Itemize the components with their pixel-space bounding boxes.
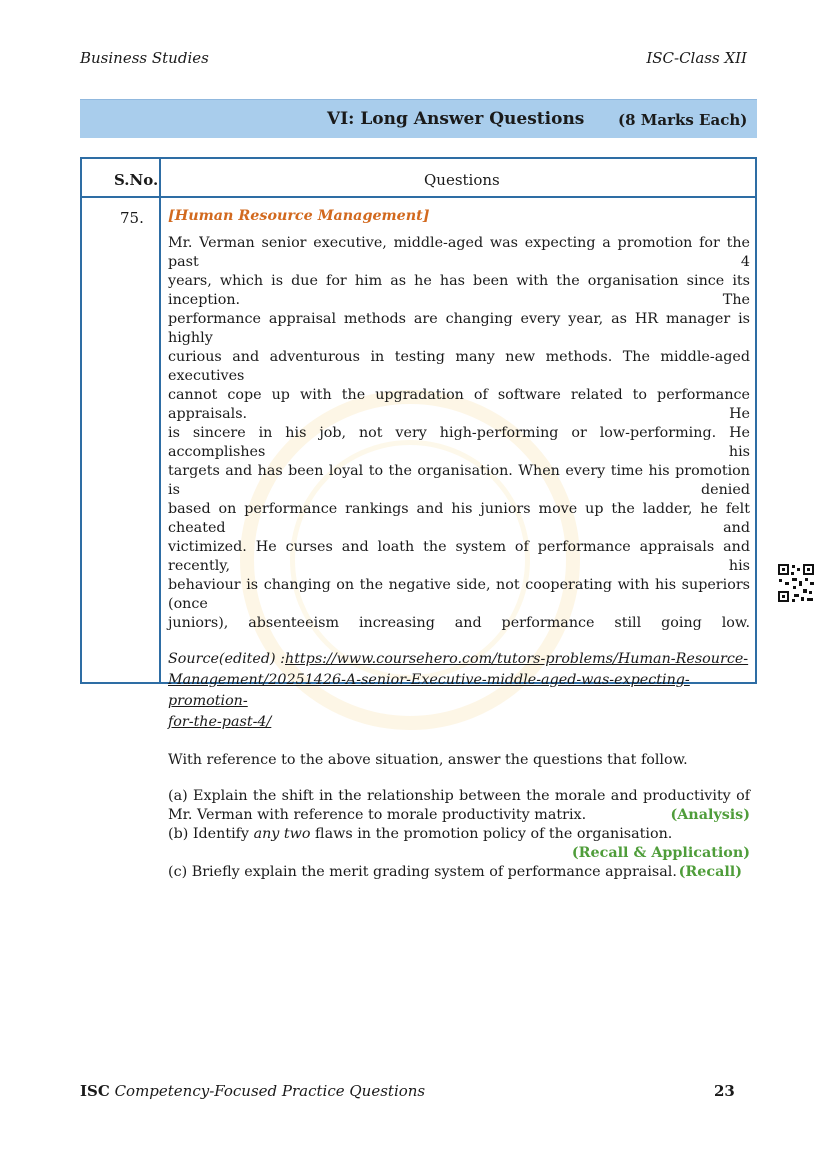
sub-question-a-line2-row bbox=[168, 806, 750, 825]
sub-question-b-post: flaws in the promotion policy of the organisation. bbox=[310, 826, 673, 842]
case-line: curious and adventurous in testing many new methods. The middle-aged executives bbox=[168, 349, 750, 384]
source-link-part: https://www.coursehero.com/tutors-problems/Human-Resource- bbox=[284, 651, 749, 667]
sub-question-a-line2: Mr. Verman with reference to morale productivity matrix. bbox=[168, 807, 587, 823]
sub-question-c-text: (c) Briefly explain the merit grading system of performance appraisal. bbox=[168, 864, 677, 880]
case-line: targets and has been loyal to the organisation. When every time his promotion is denied bbox=[168, 463, 750, 498]
tag-recall-application: (Recall & Application) bbox=[571, 845, 750, 861]
question-content bbox=[168, 207, 750, 882]
case-line: cannot cope up with the upgradation of software related to performance appraisals. He bbox=[168, 387, 750, 422]
footer-title bbox=[80, 1082, 425, 1100]
source-link-part: Management/20251426-A-senior-Executive-middle-aged-was-expecting-promotion- bbox=[168, 672, 690, 709]
section-banner bbox=[80, 99, 757, 138]
case-line: juniors), absenteeism increasing and performance still going low. bbox=[168, 615, 750, 631]
case-line: years, which is due for him as he has been with the organisation since its inception. The bbox=[168, 273, 750, 308]
header-class: ISC-Class XII bbox=[646, 49, 747, 67]
case-line: Mr. Verman senior executive, middle-aged was expecting a promotion for the past 4 bbox=[168, 235, 750, 270]
question-prompt: With reference to the above situation, answer the questions that follow. bbox=[168, 752, 688, 768]
source-link-part: for-the-past-4/ bbox=[168, 714, 272, 730]
section-title: VI: Long Answer Questions bbox=[327, 109, 585, 129]
page-number: 23 bbox=[714, 1082, 735, 1100]
tag-recall: (Recall) bbox=[678, 864, 742, 880]
question-topic: [Human Resource Management] bbox=[168, 208, 430, 224]
questions-table bbox=[80, 157, 757, 880]
header-divider bbox=[82, 196, 755, 198]
footer-brand: ISC bbox=[80, 1082, 110, 1100]
sub-question-a bbox=[168, 787, 750, 825]
qr-code-icon[interactable] bbox=[777, 563, 815, 603]
sub-question-b-emphasis: any two bbox=[253, 826, 311, 842]
case-line: behaviour is changing on the negative side, not cooperating with his superiors (once bbox=[168, 577, 750, 612]
case-line: performance appraisal methods are changing every year, as HR manager is highly bbox=[168, 311, 750, 346]
column-divider bbox=[159, 159, 161, 682]
sub-question-b-tag-row bbox=[168, 844, 750, 863]
source-citation bbox=[168, 649, 750, 733]
column-header-sno: S.No. bbox=[114, 171, 159, 189]
source-label: Source(edited) : bbox=[168, 651, 285, 667]
case-line: victimized. He curses and loath the system of performance appraisals and recently, his bbox=[168, 539, 750, 574]
sub-question-b bbox=[168, 825, 750, 844]
sub-question-a-line1: (a) Explain the shift in the relationship between the morale and productivity of bbox=[168, 788, 750, 804]
sub-question-c bbox=[168, 863, 750, 882]
column-header-questions: Questions bbox=[424, 171, 500, 189]
tag-analysis: (Analysis) bbox=[670, 807, 750, 823]
sub-question-b-pre: (b) Identify bbox=[168, 826, 254, 842]
case-line: is sincere in his job, not very high-performing or low-performing. He accomplishes his bbox=[168, 425, 750, 460]
header-subject: Business Studies bbox=[80, 49, 209, 67]
case-line: based on performance rankings and his juniors move up the ladder, he felt cheated and bbox=[168, 501, 750, 536]
footer-subtitle: Competency-Focused Practice Questions bbox=[109, 1082, 426, 1100]
section-marks: (8 Marks Each) bbox=[618, 111, 748, 129]
question-number: 75. bbox=[120, 209, 144, 227]
